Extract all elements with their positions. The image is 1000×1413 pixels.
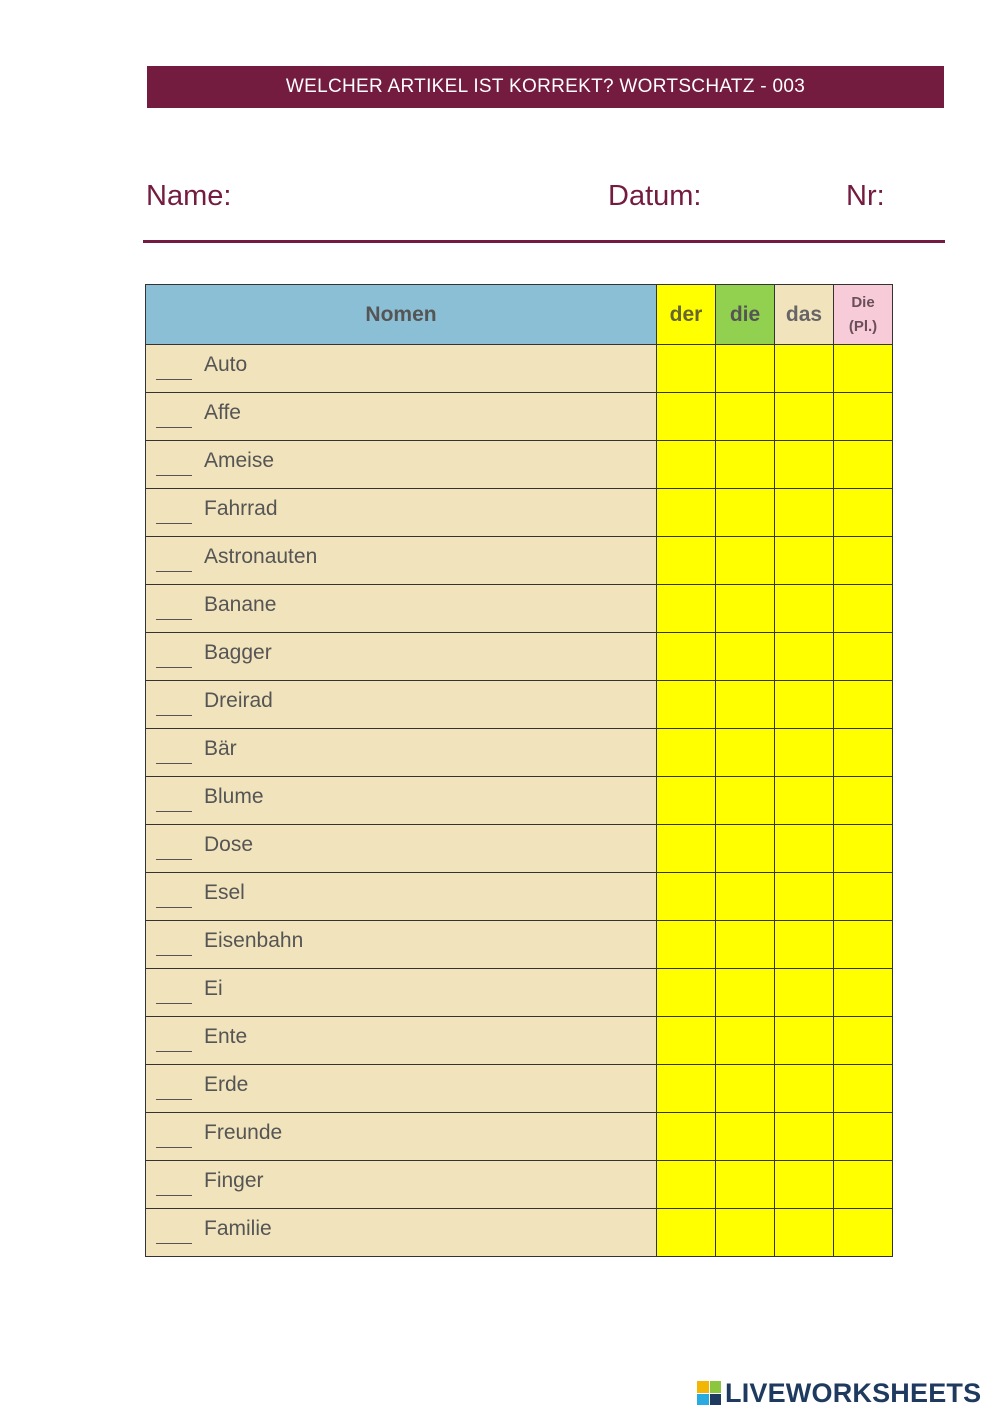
- noun-cell-content: [146, 633, 656, 668]
- noun-cell-content: [146, 393, 656, 428]
- table-row: [146, 345, 893, 393]
- answer-box-die[interactable]: [716, 585, 775, 633]
- answer-box-plural[interactable]: [834, 681, 893, 729]
- answer-box-das[interactable]: [775, 585, 834, 633]
- answer-box-der[interactable]: [657, 921, 716, 969]
- answer-box-plural[interactable]: [834, 873, 893, 921]
- article-blank-input[interactable]: [156, 453, 192, 476]
- answer-box-der[interactable]: [657, 777, 716, 825]
- header-nomen: Nomen: [146, 285, 657, 345]
- noun-cell: [146, 729, 657, 777]
- noun-label: Ameise: [204, 449, 275, 472]
- number-label: Nr:: [846, 180, 885, 212]
- noun-cell: [146, 489, 657, 537]
- answer-box-die[interactable]: [716, 633, 775, 681]
- noun-cell: [146, 1161, 657, 1209]
- article-blank-input[interactable]: [156, 885, 192, 908]
- answer-box-das[interactable]: [775, 873, 834, 921]
- answer-box-plural[interactable]: [834, 633, 893, 681]
- answer-box-der[interactable]: [657, 345, 716, 393]
- answer-box-der[interactable]: [657, 1161, 716, 1209]
- table-row: [146, 921, 893, 969]
- answer-box-das[interactable]: [775, 921, 834, 969]
- answer-box-die[interactable]: [716, 441, 775, 489]
- answer-box-die[interactable]: [716, 1209, 775, 1257]
- header-die: die: [716, 285, 775, 345]
- answer-box-der[interactable]: [657, 1209, 716, 1257]
- noun-cell: [146, 873, 657, 921]
- table-header-row: [146, 285, 893, 345]
- noun-cell-content: [146, 441, 656, 476]
- answer-box-der[interactable]: [657, 1017, 716, 1065]
- article-blank-input[interactable]: [156, 1173, 192, 1196]
- noun-cell: [146, 1017, 657, 1065]
- worksheet-title: WELCHER ARTIKEL IST KORREKT? WORTSCHATZ - 003: [285, 76, 806, 97]
- noun-cell: [146, 825, 657, 873]
- answer-box-die[interactable]: [716, 873, 775, 921]
- article-blank-input[interactable]: [156, 645, 192, 668]
- noun-label: Freunde: [204, 1121, 283, 1144]
- article-blank-input[interactable]: [156, 837, 192, 860]
- article-blank-input[interactable]: [156, 1029, 192, 1052]
- answer-box-der[interactable]: [657, 441, 716, 489]
- noun-label: Dose: [204, 833, 254, 856]
- article-blank-input[interactable]: [156, 789, 192, 812]
- noun-cell-content: [146, 969, 656, 1004]
- answer-box-plural[interactable]: [834, 441, 893, 489]
- logo-text: LIVEWORKSHEETS: [725, 1377, 982, 1408]
- table-row: [146, 1113, 893, 1161]
- noun-cell-content: [146, 825, 656, 860]
- answer-box-plural[interactable]: [834, 1209, 893, 1257]
- answer-box-die[interactable]: [716, 1113, 775, 1161]
- noun-cell: [146, 1065, 657, 1113]
- answer-box-das[interactable]: [775, 537, 834, 585]
- table-row: [146, 777, 893, 825]
- noun-label: Blume: [204, 785, 264, 808]
- header-plural: [834, 285, 893, 345]
- answer-box-plural[interactable]: [834, 1017, 893, 1065]
- noun-cell-content: [146, 921, 656, 956]
- answer-box-plural[interactable]: [834, 729, 893, 777]
- header-der: der: [657, 285, 716, 345]
- noun-cell-content: [146, 1161, 656, 1196]
- noun-label: Bär: [204, 737, 237, 760]
- article-blank-input[interactable]: [156, 693, 192, 716]
- answer-box-das[interactable]: [775, 1065, 834, 1113]
- noun-cell: [146, 681, 657, 729]
- answer-box-plural[interactable]: [834, 393, 893, 441]
- answer-box-der[interactable]: [657, 489, 716, 537]
- answer-box-plural[interactable]: [834, 969, 893, 1017]
- noun-label: Finger: [204, 1169, 264, 1192]
- answer-box-der[interactable]: [657, 1113, 716, 1161]
- answer-box-plural[interactable]: [834, 345, 893, 393]
- noun-cell-content: [146, 1065, 656, 1100]
- article-blank-input[interactable]: [156, 933, 192, 956]
- noun-cell-content: [146, 1017, 656, 1052]
- answer-box-der[interactable]: [657, 681, 716, 729]
- answer-box-plural[interactable]: [834, 1065, 893, 1113]
- noun-label: Familie: [204, 1217, 272, 1240]
- article-blank-input[interactable]: [156, 549, 192, 572]
- table-row: [146, 585, 893, 633]
- article-blank-input[interactable]: [156, 741, 192, 764]
- answer-box-der[interactable]: [657, 633, 716, 681]
- answer-box-der[interactable]: [657, 537, 716, 585]
- answer-box-plural[interactable]: [834, 921, 893, 969]
- header-plural-line2: (Pl.): [848, 317, 878, 335]
- answer-box-das[interactable]: [775, 969, 834, 1017]
- article-blank-input[interactable]: [156, 981, 192, 1004]
- noun-label: Erde: [204, 1073, 249, 1096]
- noun-cell: [146, 1209, 657, 1257]
- answer-box-das[interactable]: [775, 825, 834, 873]
- noun-cell-content: [146, 1209, 656, 1244]
- noun-label: Banane: [204, 593, 277, 616]
- noun-cell: [146, 969, 657, 1017]
- noun-label: Astronauten: [204, 545, 318, 568]
- noun-cell-content: [146, 489, 656, 524]
- article-blank-input[interactable]: [156, 405, 192, 428]
- table-row: [146, 729, 893, 777]
- header-das: das: [775, 285, 834, 345]
- noun-cell-content: [146, 537, 656, 572]
- answer-box-die[interactable]: [716, 825, 775, 873]
- answer-box-der[interactable]: [657, 873, 716, 921]
- answer-box-das[interactable]: [775, 441, 834, 489]
- table-row: [146, 1161, 893, 1209]
- noun-cell: [146, 393, 657, 441]
- noun-cell: [146, 345, 657, 393]
- noun-label: Bagger: [204, 641, 272, 664]
- noun-label: Auto: [204, 353, 248, 376]
- table-row: [146, 1209, 893, 1257]
- answer-box-die[interactable]: [716, 969, 775, 1017]
- table-row: [146, 1065, 893, 1113]
- answer-box-plural[interactable]: [834, 1113, 893, 1161]
- noun-label: Ente: [204, 1025, 248, 1048]
- header-rule: [143, 240, 945, 243]
- answer-box-die[interactable]: [716, 1017, 775, 1065]
- answer-box-das[interactable]: [775, 777, 834, 825]
- noun-cell-content: [146, 1113, 656, 1148]
- noun-cell-content: [146, 585, 656, 620]
- noun-cell-content: [146, 729, 656, 764]
- table-row: [146, 1017, 893, 1065]
- answer-box-plural[interactable]: [834, 489, 893, 537]
- table-row: [146, 537, 893, 585]
- answer-box-die[interactable]: [716, 345, 775, 393]
- answer-box-der[interactable]: [657, 729, 716, 777]
- answer-box-die[interactable]: [716, 729, 775, 777]
- answer-box-die[interactable]: [716, 681, 775, 729]
- answer-box-das[interactable]: [775, 1113, 834, 1161]
- answer-box-die[interactable]: [716, 393, 775, 441]
- date-label: Datum:: [608, 180, 702, 212]
- noun-cell: [146, 1113, 657, 1161]
- answer-box-das[interactable]: [775, 393, 834, 441]
- answer-box-plural[interactable]: [834, 825, 893, 873]
- noun-label: Affe: [204, 401, 241, 424]
- noun-cell-content: [146, 681, 656, 716]
- answer-box-der[interactable]: [657, 585, 716, 633]
- answer-box-plural[interactable]: [834, 537, 893, 585]
- article-blank-input[interactable]: [156, 1221, 192, 1244]
- table-row: [146, 489, 893, 537]
- answer-box-das[interactable]: [775, 729, 834, 777]
- answer-box-die[interactable]: [716, 921, 775, 969]
- noun-cell: [146, 537, 657, 585]
- table-row: [146, 873, 893, 921]
- table-row: [146, 393, 893, 441]
- answer-box-die[interactable]: [716, 777, 775, 825]
- answer-box-plural[interactable]: [834, 1161, 893, 1209]
- noun-cell: [146, 633, 657, 681]
- table-row: [146, 441, 893, 489]
- answer-box-plural[interactable]: [834, 585, 893, 633]
- answer-box-die[interactable]: [716, 1065, 775, 1113]
- answer-box-das[interactable]: [775, 681, 834, 729]
- noun-cell-content: [146, 873, 656, 908]
- logo-mark-icon: [697, 1381, 721, 1405]
- name-label: Name:: [146, 180, 232, 212]
- answer-box-der[interactable]: [657, 393, 716, 441]
- noun-cell: [146, 777, 657, 825]
- noun-cell: [146, 585, 657, 633]
- answer-box-der[interactable]: [657, 825, 716, 873]
- answer-box-das[interactable]: [775, 345, 834, 393]
- table-row: [146, 633, 893, 681]
- answer-box-der[interactable]: [657, 1065, 716, 1113]
- noun-label: Ei: [204, 977, 223, 1000]
- answer-box-das[interactable]: [775, 1209, 834, 1257]
- article-blank-input[interactable]: [156, 1125, 192, 1148]
- answer-box-das[interactable]: [775, 489, 834, 537]
- answer-box-der[interactable]: [657, 969, 716, 1017]
- answer-box-das[interactable]: [775, 633, 834, 681]
- answer-box-die[interactable]: [716, 1161, 775, 1209]
- noun-label: Fahrrad: [204, 497, 278, 520]
- liveworksheets-logo: [697, 1378, 981, 1408]
- article-blank-input[interactable]: [156, 1077, 192, 1100]
- article-blank-input[interactable]: [156, 597, 192, 620]
- worksheet-title-banner: [147, 66, 944, 108]
- header-plural-line1: Die: [851, 293, 875, 311]
- noun-cell: [146, 921, 657, 969]
- noun-cell-content: [146, 777, 656, 812]
- noun-label: Dreirad: [204, 689, 273, 712]
- noun-label: Eisenbahn: [204, 929, 304, 952]
- article-blank-input[interactable]: [156, 357, 192, 380]
- noun-cell-content: [146, 345, 656, 380]
- table-row: [146, 681, 893, 729]
- noun-label: Esel: [204, 881, 245, 904]
- article-blank-input[interactable]: [156, 501, 192, 524]
- article-table: [145, 284, 893, 1257]
- noun-cell: [146, 441, 657, 489]
- answer-box-die[interactable]: [716, 489, 775, 537]
- answer-box-das[interactable]: [775, 1161, 834, 1209]
- answer-box-plural[interactable]: [834, 777, 893, 825]
- table-row: [146, 825, 893, 873]
- answer-box-die[interactable]: [716, 537, 775, 585]
- answer-box-das[interactable]: [775, 1017, 834, 1065]
- table-row: [146, 969, 893, 1017]
